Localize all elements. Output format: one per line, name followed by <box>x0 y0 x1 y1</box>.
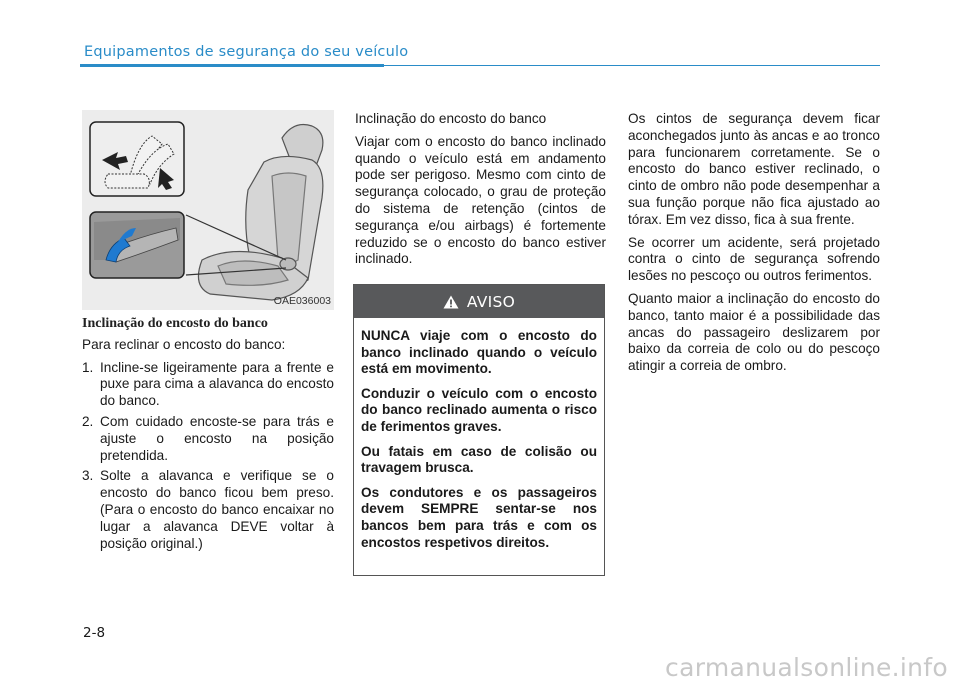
seat-illustration-drawing <box>82 110 334 310</box>
left-column <box>82 316 334 556</box>
warning-paragraph: NUNCA viaje com o encosto do banco inclinado quando o veículo está em movimento. <box>361 328 597 377</box>
lever-closeup-inset <box>90 212 184 278</box>
body-paragraph: Quanto maior a inclinação do encosto do banco, tanto maior é a possibilidade das ancas do passageiro deslizarem por baixo da correia de colo ou do pescoço atingir a correia de ombro. <box>628 290 880 374</box>
page-number: 2-8 <box>83 625 106 641</box>
watermark: carmanualsonline.info <box>665 653 948 682</box>
warning-paragraph: Conduzir o veículo com o encosto do banco reclinado aumenta o risco de ferimentos graves. <box>361 385 597 434</box>
list-item: 1. Incline-se ligeiramente para a frente e puxe para cima a alavanca do encosto do banco. <box>82 359 334 409</box>
warning-header <box>354 285 604 318</box>
warning-box <box>353 284 605 576</box>
list-item: 2. Com cuidado encoste-se para trás e ajuste o encosto na posição pretendida. <box>82 413 334 463</box>
seat-drawing <box>198 125 322 301</box>
subheading: Inclinação do encosto do banco <box>355 111 547 126</box>
body-paragraph: Viajar com o encosto do banco inclinado quando o veículo está em andamento pode ser perigoso. Mesmo com cinto de segurança colocado, o grau de proteção do sistema de retenção (cintos de segurança e/ou airbags) é fortemente reduzido se o encosto do banco estiver inclinado. <box>355 133 606 267</box>
header-rule-thick <box>80 64 384 67</box>
warning-triangle-icon <box>443 295 459 309</box>
warning-title: AVISO <box>466 292 516 311</box>
list-item: 3. Solte a alavanca e verifique se o encosto do banco ficou bem preso. (Para o encosto do banco encaixar no lugar a alavanca DEVE voltar à posição original.) <box>82 468 334 551</box>
warning-paragraph: Ou fatais em caso de colisão ou travagem brusca. <box>361 443 597 476</box>
body-paragraph: Os cintos de segurança devem ficar aconchegados junto às ancas e ao tronco para funcionarem corretamente. Se o encosto do banco estiver reclinado, o cinto de ombro não pode desempenhar a sua função porque não fica ajustado ao tórax. Em vez disso, fica à sua frente. <box>628 111 880 227</box>
recline-steps-list <box>82 360 334 553</box>
figure-code: OAE036003 <box>273 295 331 307</box>
warning-paragraph: Os condutores e os passageiros devem SEMPRE sentar-se nos bancos bem para trás e com os encostos respetivos direitos. <box>361 484 597 550</box>
middle-column <box>355 111 606 274</box>
warning-body <box>354 318 604 551</box>
right-column <box>628 111 880 381</box>
section-heading: Inclinação do encosto do banco <box>82 316 268 331</box>
recline-diagram-inset <box>90 122 184 196</box>
header-rule-thin <box>384 65 880 66</box>
body-paragraph: Se ocorrer um acidente, será projetado contra o cinto de segurança sofrendo lesões no pescoço ou outros ferimentos. <box>628 234 880 284</box>
intro-text: Para reclinar o encosto do banco: <box>82 336 286 352</box>
seat-recline-illustration <box>82 110 334 310</box>
section-header-title: Equipamentos de segurança do seu veículo <box>84 44 409 60</box>
